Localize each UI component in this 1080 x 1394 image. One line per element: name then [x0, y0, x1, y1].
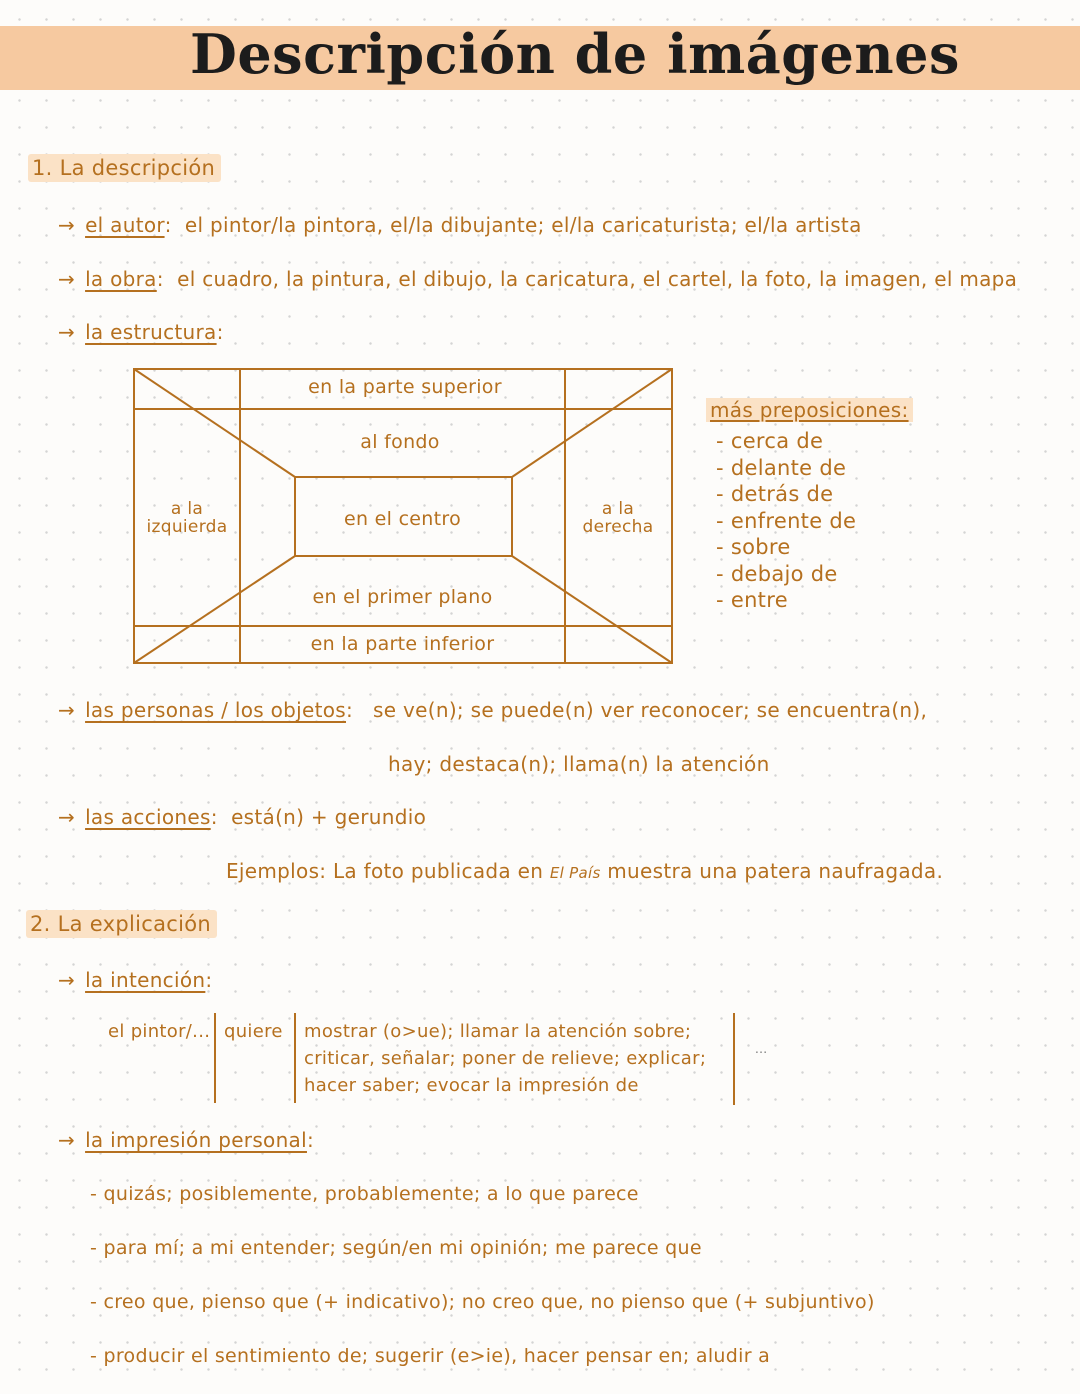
intencion-bar-1 — [214, 1013, 216, 1103]
arrow-right-icon: → — [58, 213, 76, 237]
preposicion-item: - cerca de — [716, 429, 824, 453]
personas-text-1: se ve(n); se puede(n) ver reconocer; se encuentra(n), — [373, 698, 928, 722]
personas-line: → las personas / los objetos: se ve(n); se puede(n) ver reconocer; se encuentra(n), — [58, 698, 928, 722]
arrow-right-icon: → — [58, 698, 76, 722]
arrow-right-icon: → — [58, 805, 76, 829]
ejemplo-prefix: Ejemplos: La foto publicada en — [226, 859, 544, 883]
diagram-diagonal-br — [512, 556, 672, 663]
acciones-text: está(n) + gerundio — [231, 805, 427, 829]
diagram-diagonal-tr — [512, 369, 672, 477]
ejemplo-line — [226, 859, 943, 883]
section-heading-explicacion: 2. La explicación — [26, 910, 217, 938]
diagram-label-derecha-line1: a la — [601, 499, 635, 519]
arrow-right-icon: → — [58, 1128, 76, 1152]
obra-line: → la obra: el cuadro, la pintura, el dibujo, la caricatura, el cartel, la foto, la imagen, el mapa — [58, 267, 1018, 291]
intencion-label: la intención — [85, 968, 206, 992]
intencion-bar-2 — [294, 1013, 296, 1103]
diagram-label-centro: en el centro — [343, 508, 462, 530]
diagram-label-bottom: en la parte inferior — [310, 633, 495, 655]
page-title: Descripción de imágenes — [190, 22, 960, 86]
diagram-label-izquierda-line2: izquierda — [146, 517, 228, 537]
obra-label: la obra — [85, 267, 157, 291]
section-heading-descripcion: 1. La descripción — [28, 154, 221, 182]
diagram-label-top: en la parte superior — [308, 376, 502, 398]
preposicion-item: - enfrente de — [716, 508, 857, 533]
autor-text: el pintor/la pintora, el/la dibujante; el/la caricaturista; el/la artista — [184, 213, 862, 237]
intencion-line: → la intención: — [58, 968, 213, 992]
preposicion-item: - entre — [716, 588, 788, 612]
impresion-label: la impresión personal — [85, 1128, 307, 1152]
diagram-diagonal-tl — [134, 369, 295, 477]
diagram-diagonal-bl — [134, 556, 295, 663]
acciones-label: las acciones — [85, 805, 211, 829]
arrow-right-icon: → — [58, 267, 76, 291]
impresion-item: - creo que, pienso que (+ indicativo); no creo que, no pienso que (+ subjuntivo) — [90, 1291, 875, 1313]
intencion-line-2: criticar, señalar; poner de relieve; explicar; — [304, 1048, 707, 1069]
ejemplo-source: El País — [549, 864, 601, 882]
impresion-item: - para mí; a mi entender; según/en mi opinión; me parece que — [90, 1237, 702, 1259]
preposicion-item: - sobre — [716, 535, 791, 559]
autor-line: → el autor: el pintor/la pintora, el/la dibujante; el/la caricaturista; el/la artista — [58, 213, 862, 237]
diagram-label-derecha — [568, 500, 668, 536]
acciones-line: → las acciones: está(n) + gerundio — [58, 805, 427, 829]
ejemplo-suffix: muestra una patera naufragada. — [607, 859, 944, 883]
diagram-label-izquierda-line1: a la — [170, 499, 204, 519]
diagram-label-derecha-line2: derecha — [582, 517, 654, 537]
obra-text: el cuadro, la pintura, el dibujo, la caricatura, el cartel, la foto, la imagen, el mapa — [177, 267, 1018, 291]
personas-text-2: hay; destaca(n); llama(n) la atención — [388, 752, 770, 776]
impresion-item: - quizás; posiblemente, probablemente; a lo que parece — [90, 1183, 639, 1205]
intencion-verb: quiere — [224, 1021, 283, 1042]
intencion-bar-3 — [733, 1013, 735, 1105]
autor-label: el autor — [85, 213, 165, 237]
diagram-label-izquierda — [138, 500, 236, 536]
intencion-ellipsis: ... — [755, 1042, 768, 1056]
preposicion-item: - detrás de — [716, 482, 834, 506]
intencion-subject: el pintor/... — [108, 1021, 211, 1042]
diagram-label-primer-plano: en el primer plano — [312, 586, 493, 608]
preposicion-item: - delante de — [716, 455, 847, 480]
preposicion-item: - debajo de — [716, 561, 838, 586]
personas-label: las personas / los objetos — [85, 698, 346, 722]
impresion-line: → la impresión personal: — [58, 1128, 315, 1152]
preposiciones-list — [706, 398, 913, 614]
arrow-right-icon: → — [58, 968, 76, 992]
arrow-right-icon: → — [58, 320, 76, 344]
preposiciones-heading: más preposiciones: — [706, 398, 913, 422]
intencion-line-3: hacer saber; evocar la impresión de — [304, 1075, 639, 1096]
impresion-item: - producir el sentimiento de; sugerir (e>ie), hacer pensar en; aludir a — [90, 1345, 771, 1367]
estructura-label: la estructura — [85, 320, 217, 344]
diagram-label-fondo: al fondo — [360, 431, 440, 453]
estructura-line: → la estructura: — [58, 320, 224, 344]
intencion-line-1: mostrar (o>ue); llamar la atención sobre; — [304, 1021, 692, 1042]
